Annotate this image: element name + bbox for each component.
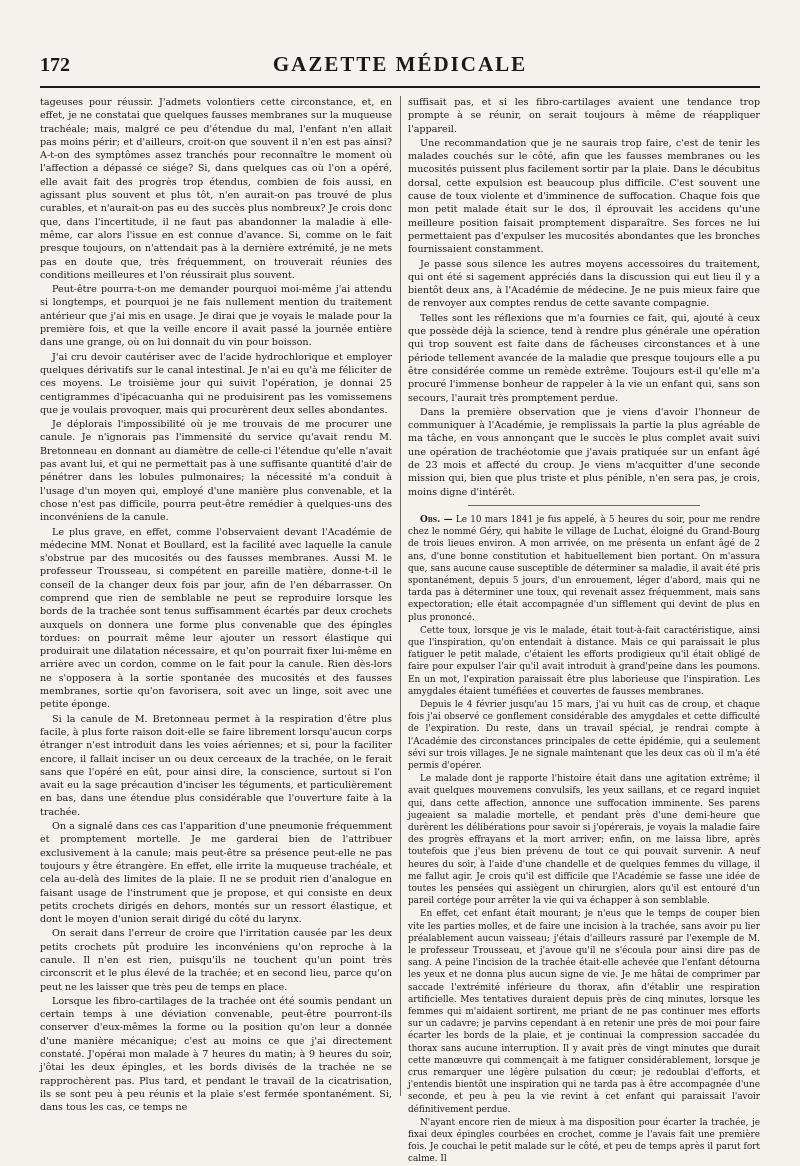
paragraph: Cette toux, lorsque je vis le malade, était tout-à-fait caractéristique, ainsi que l'inspiration, qu'on entendait à distance. Mais ce qui paraissait le plus fatiguer le petit malade, c'étaient les efforts prodigieux qu'il était obligé de faire pour expulser l'air qu'il avait introduit à grand'peine dans les poumons. En un mot, l'expiration paraissait être plus laborieuse que l'inspiration. Les amygdales étaient tuméfiées et couvertes de fausses membranes. — [408, 625, 760, 697]
right-column — [408, 96, 760, 1165]
paragraph: On a signalé dans ces cas l'apparition d'une pneumonie fréquemment et promptement mortelle. Je me garderai bien de l'attribuer exclusivement à la canule; mais peut-être sa présence peut-elle ne pas toujours y être étrangère. En effet, elle irrite la muqueuse trachéale, et cela au-delà des limites de la plaie. Il ne se produit rien d'analogue en faisant usage de l'instrument que je propose, et qui consiste en deux petits crochets dirigés en dehors, montés sur un ressort élastique, et dont le moyen d'union serait dirigé du côté du larynx. — [40, 821, 392, 926]
text-columns — [40, 96, 760, 1165]
paragraph: Une recommandation que je ne saurais trop faire, c'est de tenir les malades couchés sur le côté, afin que les fausses membranes ou les mucosités puissent plus facilement sortir par la plaie. Dans le décubitus dorsal, cette expulsion est beaucoup plus difficile. C'est souvent une cause de toux violente et d'imminence de suffocation. Chaque fois que mon petit malade était sur le dos, il éprouvait les accidens qu'une meilleure position faisait promptement disparaître. Ses forces ne lui permettaient pas d'expulser les mucosités abondantes que les bronches fournissaient constamment. — [408, 137, 760, 256]
page-header — [40, 52, 760, 88]
observation-label: Obs. — — [420, 514, 453, 525]
left-column — [40, 96, 392, 1114]
section-rule — [468, 505, 700, 506]
paragraph: Le malade dont je rapporte l'histoire était dans une agitation extrême; il avait quelques mouvemens convulsifs, les yeux saillans, et ce regard inquiet qui, dans cette affection, annonce une suffocation imminente. Ses parens jugeaient sa maladie mortelle, et pendant près d'une demi-heure que durèrent les délibérations pour savoir si j'opérerais, je voyais la maladie faire des progrès effrayans et la mort arriver; enfin, on me laissa libre, après toutefois que j'eus bien prévenu de tout ce qui pouvait survenir. A neuf heures du soir, à l'aide d'une chandelle et de quelques femmes du village, il me fallut agir. Je crois qu'il est difficile que l'Académie se fasse une idée de toutes les pensées qui assiègent un chirurgien, alors qu'il est entouré d'un pareil cortége pour arrêter la vie qui va échapper à son semblable. — [408, 774, 760, 907]
page-number: 172 — [40, 54, 70, 76]
paragraph: Depuis le 4 février jusqu'au 15 mars, j'ai vu huit cas de croup, et chaque fois j'ai observé ce gonflement considérable des amygdales et cette difficulté de l'expiration. Du reste, dans un travail spécial, je rendrai compte à l'Académie des circonstances principales de cette épidémie, qui a seulement sévi sur trois villages. Je ne signale maintenant que les deux cas où il m'a été permis d'opérer. — [408, 699, 760, 771]
paragraph: Je passe sous silence les autres moyens accessoires du traitement, qui ont été si sagement appréciés dans la discussion qui eut lieu il y a bientôt deux ans, à l'Académie de médecine. Je ne puis mieux faire que de renvoyer aux comptes rendus de cette savante compagnie. — [408, 258, 760, 310]
paragraph: Telles sont les réflexions que m'a fournies ce fait, qui, ajouté à ceux que possède déjà la science, tend à rendre plus générale une opération qui trop souvent est faite dans de fâcheuses circonstances et à une période tellement avancée de la maladie que presque toujours elle a pu être considérée comme un remède extrême. Toujours est-il qu'elle m'a procuré l'immense bonheur de rappeler à la vie un enfant qui, sans son secours, l'aurait très promptement perdue. — [408, 312, 760, 404]
paragraph: Dans la première observation que je viens d'avoir l'honneur de communiquer à l'Académie, je remplissais la partie la plus agréable de ma tâche, en vous annonçant que le succès le plus complet avait suivi une opération de trachéotomie que j'avais pratiquée sur un enfant âgé de 23 mois et affecté du croup. Je viens m'acquitter d'une seconde mission qui, bien que plus triste et plus pénible, n'en sera pas, je crois, moins digne d'intérêt. — [408, 406, 760, 498]
observation-text: Le 10 mars 1841 je fus appelé, à 5 heures du soir, pour me rendre chez le nommé Géry, qui habite le village de Luchat, éloigné du Grand-Bourg de trois lieues environ. A mon arrivée, on me présenta un enfant âgé de 2 ans, d'une bonne constitution et habituellement bien portant. On m'assura que, sans aucune cause susceptible de déterminer sa maladie, il avait été pris spontanément, depuis 5 jours, d'un enrouement, léger d'abord, mais qui ne tarda pas à déterminer une toux, qui revenait assez fréquemment, mais sans expectoration; elle était accompagnée d'un sifflement qui devint de plus en plus prononcé. — [408, 514, 760, 623]
paragraph: suffisait pas, et si les fibro-cartilages avaient une tendance trop prompte à se réunir, on serait toujours à même de réappliquer l'appareil. — [408, 97, 760, 135]
column-divider — [400, 96, 401, 1096]
paragraph: Je déplorais l'impossibilité où je me trouvais de me procurer une canule. Je n'ignorais pas l'immensité du service qu'avait rendu M. Bretonneau en donnant au diamètre de celle-ci l'étendue qu'elle n'avait pas avant lui, et qui ne permettait pas à une suffisante quantité d'air de pénétrer dans les lobules pulmonaires; la nécessité m'a conduit à l'usage d'un moyen qui, employé d'une manière plus convenable, et la chose n'est pas difficile, pourra peut-être remédier à quelques-uns des inconvéniens de la canule. — [40, 419, 392, 524]
paragraph: N'ayant encore rien de mieux à ma disposition pour écarter la trachée, je fixai deux épingles courbées en crochet, comme je l'avais fait une première fois. Je couchai le petit malade sur le côté, et peu de temps après il parut fort calme. Il — [408, 1117, 760, 1165]
observation-paragraph — [408, 514, 760, 624]
paragraph: J'ai cru devoir cautériser avec de l'acide hydrochlorique et employer quelques dérivatifs sur le canal intestinal. Je n'ai eu qu'à me féliciter de ces moyens. Le troisième jour qui suivit l'opération, je donnai 25 centigrammes d'ipécacuanha qui ne produisirent pas les vomissemens que je voulais provoquer, mais qui procurèrent deux selles abondantes. — [40, 351, 392, 416]
paragraph: Lorsque les fibro-cartilages de la trachée ont été soumis pendant un certain temps à une déviation convenable, peut-être pourront-ils conserver d'eux-mêmes la forme ou la position qu'on leur a donnée d'une manière mécanique; c'est au moins ce que j'ai directement constaté. J'opérai mon malade à 7 heures du matin; à 9 heures du soir, j'ôtai les deux épingles, et les bords divisés de la trachée ne se rapprochèrent pas. Plus tard, et pendant le travail de la cicatrisation, ils se sont peu à peu réunis et la plaie s'est fermée spontanément. Si, dans tous les cas, ce temps ne — [40, 995, 392, 1114]
paragraph: tageuses pour réussir. J'admets volontiers cette circonstance, et, en effet, je ne constatai que quelques fausses membranes sur la muqueuse trachéale; mais, malgré ce peu d'étendue du mal, l'enfant n'en allait pas moins périr; et d'ailleurs, croit-on que souvent il n'en est pas ainsi? A-t-on des symptômes assez tranchés pour reconnaître le moment où l'affection a dépassé ce siége? Si, dans quelques cas où l'on a opéré, elle avait fait des progrès trop étendus, combien de fois aussi, en agissant plus souvent et plus tôt, n'en aurait-on pas trouvé de plus curables, et n'aurait-on pas eu des succès plus nombreux? Je crois donc que, dans l'incertitude, il ne faut pas abandonner la maladie à elle-même, car alors l'issue en est connue d'avance. Si, comme on le fait presque toujours, on n'attendait pas à la dernière extrémité, je ne mets pas en doute que, très fréquemment, on trouverait réunies des conditions meilleures et l'on réussirait plus souvent. — [40, 97, 392, 281]
paragraph: Le plus grave, en effet, comme l'observaient devant l'Académie de médecine MM. Nonat et Boullard, est la facilité avec laquelle la canule s'obstrue par des mucosités ou des fausses membranes. Aussi M. le professeur Trousseau, si compétent en pareille matière, donne-t-il le conseil de la changer deux fois par jour, afin de l'en débarrasser. On comprend que rien de semblable ne peut se reproduire lorsque les bords de la trachée sont tenus suffisamment écartés par deux crochets auxquels on donnera une forme plus convenable que des épingles tordues: on pourrait même leur ajouter un ressort élastique qui produirait une dilatation nécessaire, et qu'on pourrait fixer lui-même en arrière avec un cordon, comme on le fait pour la canule. Rien dès-lors ne s'opposera à la sortie spontanée des mucosités et des fausses membranes, sortie qu'on favorisera, soit avec un linge, soit avec une petite éponge. — [40, 526, 392, 711]
paragraph: Si la canule de M. Bretonneau permet à la respiration d'être plus facile, à plus forte raison doit-elle se faire librement lorsqu'aucun corps étranger n'est introduit dans les voies aériennes; et si, pour la faciliter encore, il fallait inciser un ou deux cerceaux de la trachée, on le ferait sans que l'opéré en eût, pour ainsi dire, la conscience, surtout si l'on avait eu la sage précaution d'inciser les téguments, et particulièrement en bas, dans une étendue plus considérable que l'ouverture faite à la trachée. — [40, 713, 392, 818]
paragraph: En effet, cet enfant était mourant; je n'eus que le temps de couper bien vite les parties molles, et de faire une incision à la trachée, sans avoir pu lier préalablement aucun vaisseau; j'étais d'ailleurs rassuré par l'exemple de M. le professeur Trousseau, et j'avoue qu'il ne s'écoula pour ainsi dire pas de sang. A peine l'incision de la trachée était-elle achevée que l'enfant détourna les yeux et ne donna plus aucun signe de vie. Je me hâtai de comprimer par saccade l'extrémité inférieure du thorax, afin d'établir une respiration artificielle. Mes tentatives duraient depuis près de cinq minutes, lorsque les femmes qui m'aidaient sortirent, me priant de ne pas continuer mes efforts sur un cadavre; je parvins cependant à en retenir une près de moi pour faire écarter les bords de la plaie, et je continuai la compression saccadée du thorax sans aucune interruption. Il y avait près de vingt minutes que durait cette manœuvre qui commençait à me fatiguer considérablement, lorsque je crus remarquer une légère pulsation du cœur; je redoublai d'efforts, et j'entendis bientôt une inspiration qui ne tarda pas à être accompagnée d'une seconde, et peu à peu la vie revint à cet enfant qui paraissait l'avoir définitivement perdue. — [408, 909, 760, 1115]
journal-title: GAZETTE MÉDICALE — [272, 52, 528, 76]
paragraph: Peut-être pourra-t-on me demander pourquoi moi-même j'ai attendu si longtemps, et pourquoi je ne fais nullement mention du traitement antérieur que j'ai mis en usage. Je dirai que je voyais le malade pour la première fois, et que la veille encore il avait passé la journée entière dans une grange, où on lui donnait du vin pour boisson. — [40, 284, 392, 349]
paragraph: On serait dans l'erreur de croire que l'irritation causée par les deux petits crochets pût produire les inconvéniens qu'on reproche à la canule. Il n'en est rien, puisqu'ils ne touchent qu'un point très circonscrit et le plus élevé de la trachée; et en second lieu, parce qu'on peut ne les laisser que très peu de temps en place. — [40, 928, 392, 993]
